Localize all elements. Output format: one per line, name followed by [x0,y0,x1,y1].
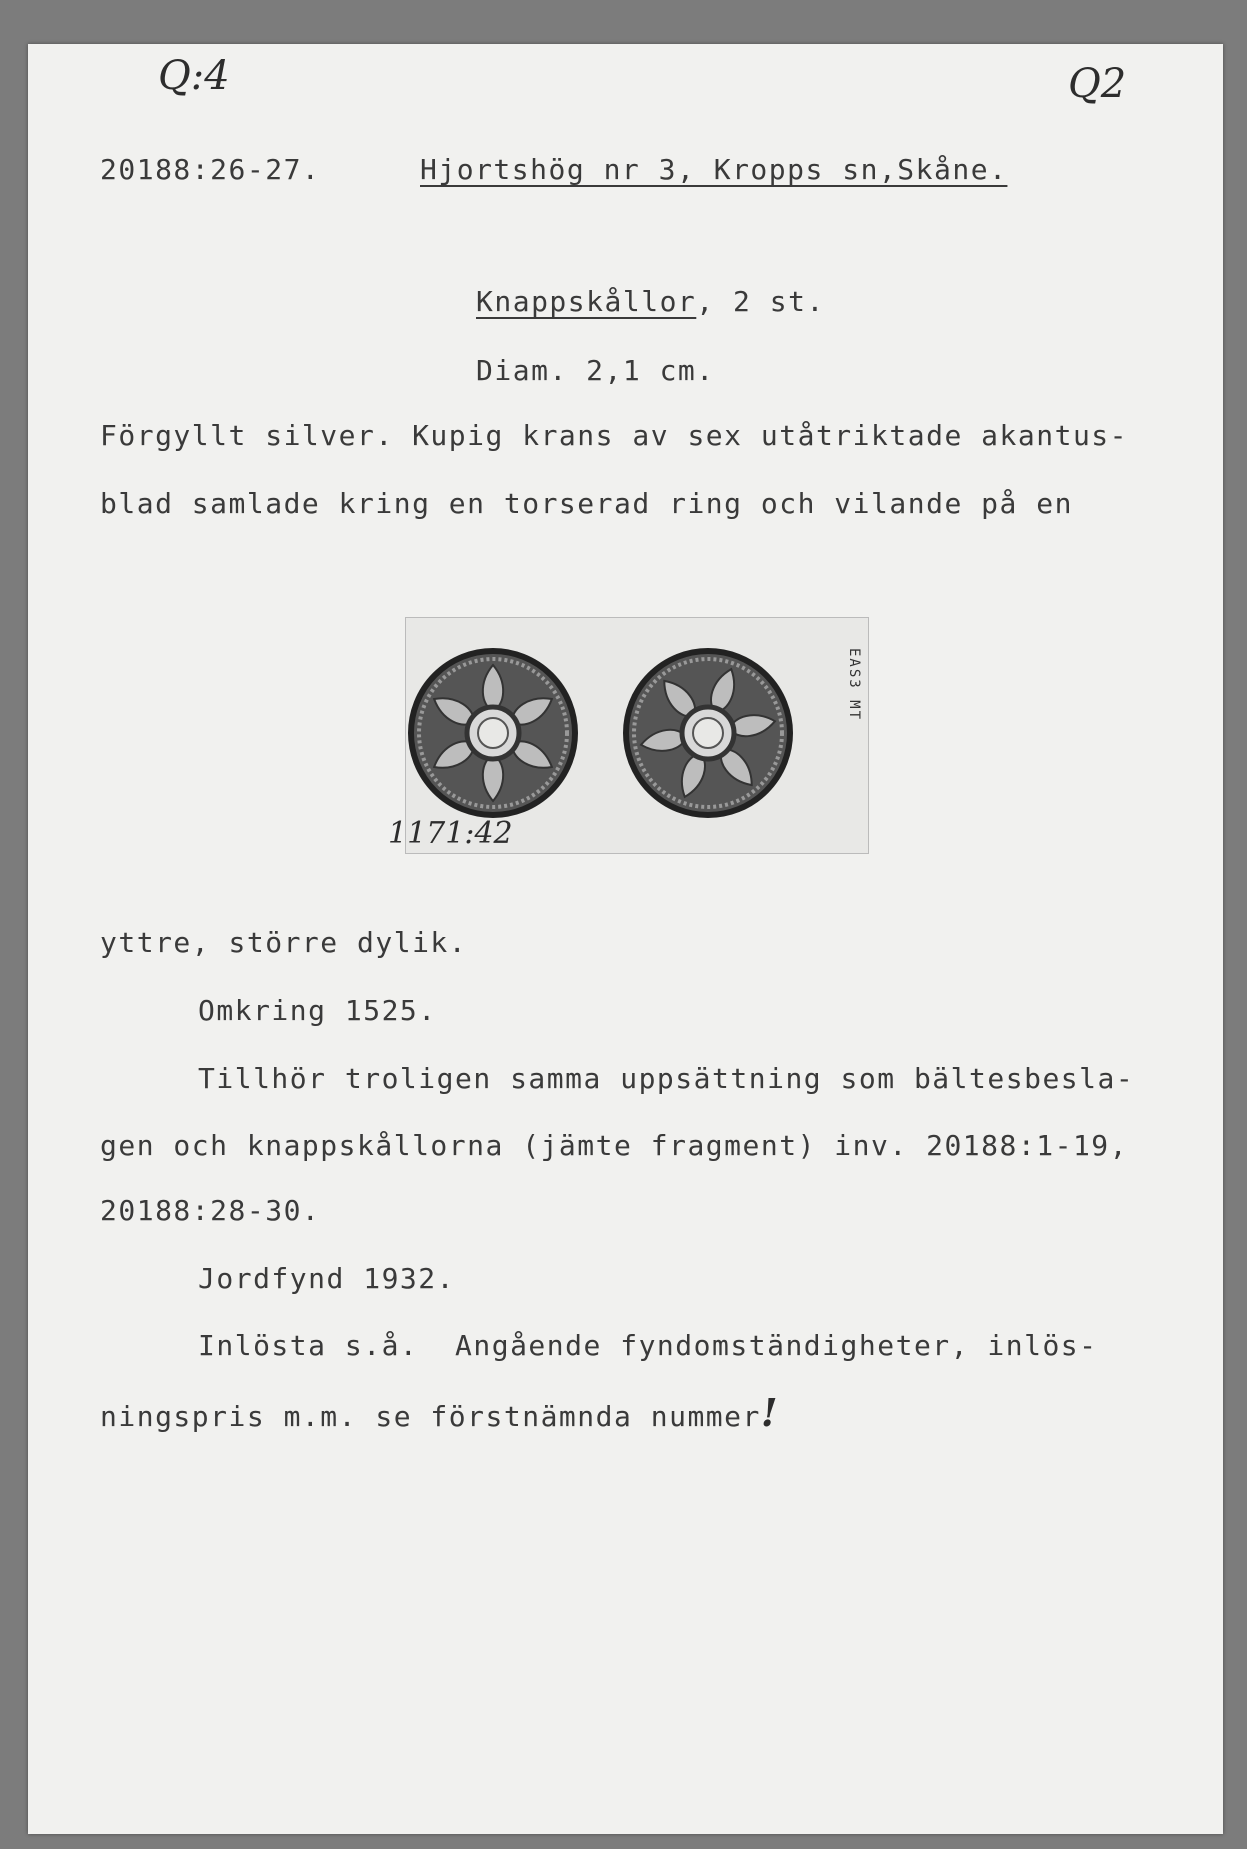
photo-stamp: EAS3 MT [846,648,862,722]
inventory-number: 20188:26-27. [100,153,321,186]
button-bowl-right [626,651,790,815]
handwritten-exclamation: ! [760,1390,778,1435]
handwritten-top-right: Q2 [1068,61,1127,107]
object-title-line [476,285,825,318]
remark-line-1: Tillhör troligen samma uppsättning som bältesbesla- [198,1062,1135,1095]
find-location: Hjortshög nr 3, Kropps sn,Skåne. [420,153,1008,186]
acquisition-line-2-wrap [100,1390,778,1435]
object-name: Knappskållor [476,285,697,318]
handwritten-top-left: Q:4 [158,53,230,99]
catalog-card [28,44,1223,1834]
diameter: Diam. 2,1 cm. [476,354,715,387]
object-count: , 2 st. [696,285,825,318]
dating: Omkring 1525. [198,994,437,1027]
acquisition-line-1: Inlösta s.å. Angående fyndomständigheter, inlös- [198,1329,1098,1362]
remark-line-2: gen och knappskållorna (jämte fragment) inv. 20188:1-19, [100,1129,1129,1162]
acquisition-line-2: ningspris m.m. se förstnämnda nummer [100,1400,761,1433]
find-year: Jordfynd 1932. [198,1262,456,1295]
description-line-1: Förgyllt silver. Kupig krans av sex utåtriktade akantus- [100,419,1129,452]
remark-line-3: 20188:28-30. [100,1194,321,1227]
button-bowl-left [411,651,575,815]
description-line-3: yttre, större dylik. [100,926,468,959]
description-line-2: blad samlade kring en torserad ring och vilande på en [100,487,1073,520]
handwritten-photo-number: 1171:42 [388,816,513,851]
